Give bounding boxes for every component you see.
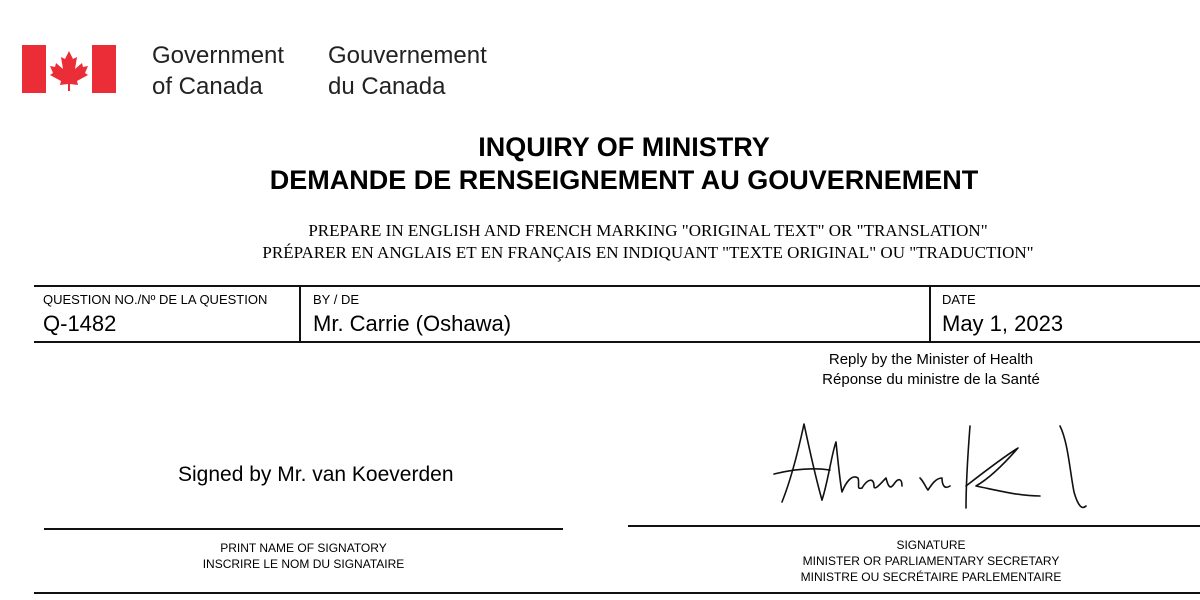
form-title-en: INQUIRY OF MINISTRY — [478, 132, 770, 162]
by-value: Mr. Carrie (Oshawa) — [313, 311, 512, 336]
table-bottom-rule — [34, 341, 1200, 343]
government-en-line2: of Canada — [152, 73, 263, 100]
signatory-caption-en: PRINT NAME OF SIGNATORY — [220, 541, 387, 555]
government-en-line1: Government — [152, 42, 285, 69]
signature-line — [628, 525, 1200, 527]
page-bottom-rule — [34, 592, 1200, 594]
by-label: BY / DE — [313, 292, 360, 307]
signature-caption-fr: MINISTRE OU SECRÉTAIRE PARLEMENTAIRE — [800, 570, 1062, 584]
question-number-label: QUESTION NO./Nº DE LA QUESTION — [43, 292, 268, 307]
table-divider-2 — [929, 285, 931, 343]
handwritten-signature — [770, 412, 1090, 517]
canada-flag-icon — [22, 45, 116, 93]
form-title-fr: DEMANDE DE RENSEIGNEMENT AU GOUVERNEMENT — [269, 165, 979, 195]
signature-caption — [700, 537, 1162, 585]
reply-by-fr: Réponse du ministre de la Santé — [822, 371, 1040, 388]
instruction-en: PREPARE IN ENGLISH AND FRENCH MARKING "ORIGINAL TEXT" OR "TRANSLATION" — [308, 221, 988, 240]
instruction-fr: PRÉPARER EN ANGLAIS ET EN FRANÇAIS EN INDIQUANT "TEXTE ORIGINAL" OU "TRADUCTION" — [262, 243, 1034, 262]
reply-by-en: Reply by the Minister of Health — [828, 351, 1034, 368]
table-divider-1 — [299, 285, 301, 343]
signatory-line — [44, 528, 563, 530]
government-name-fr — [328, 40, 487, 102]
date-label: DATE — [942, 292, 976, 307]
government-fr-line1: Gouvernement — [328, 42, 487, 69]
government-fr-line2: du Canada — [328, 73, 446, 100]
table-top-rule — [34, 285, 1200, 287]
signatory-caption — [44, 540, 563, 572]
government-name-en — [152, 40, 284, 102]
signatory-name: Signed by Mr. van Koeverden — [178, 463, 454, 486]
question-number-value: Q-1482 — [43, 311, 117, 336]
signatory-caption-fr: INSCRIRE LE NOM DU SIGNATAIRE — [202, 557, 405, 571]
signature-caption-label: SIGNATURE — [896, 538, 966, 552]
signature-caption-en: MINISTER OR PARLIAMENTARY SECRETARY — [802, 554, 1060, 568]
date-value: May 1, 2023 — [942, 311, 1064, 336]
